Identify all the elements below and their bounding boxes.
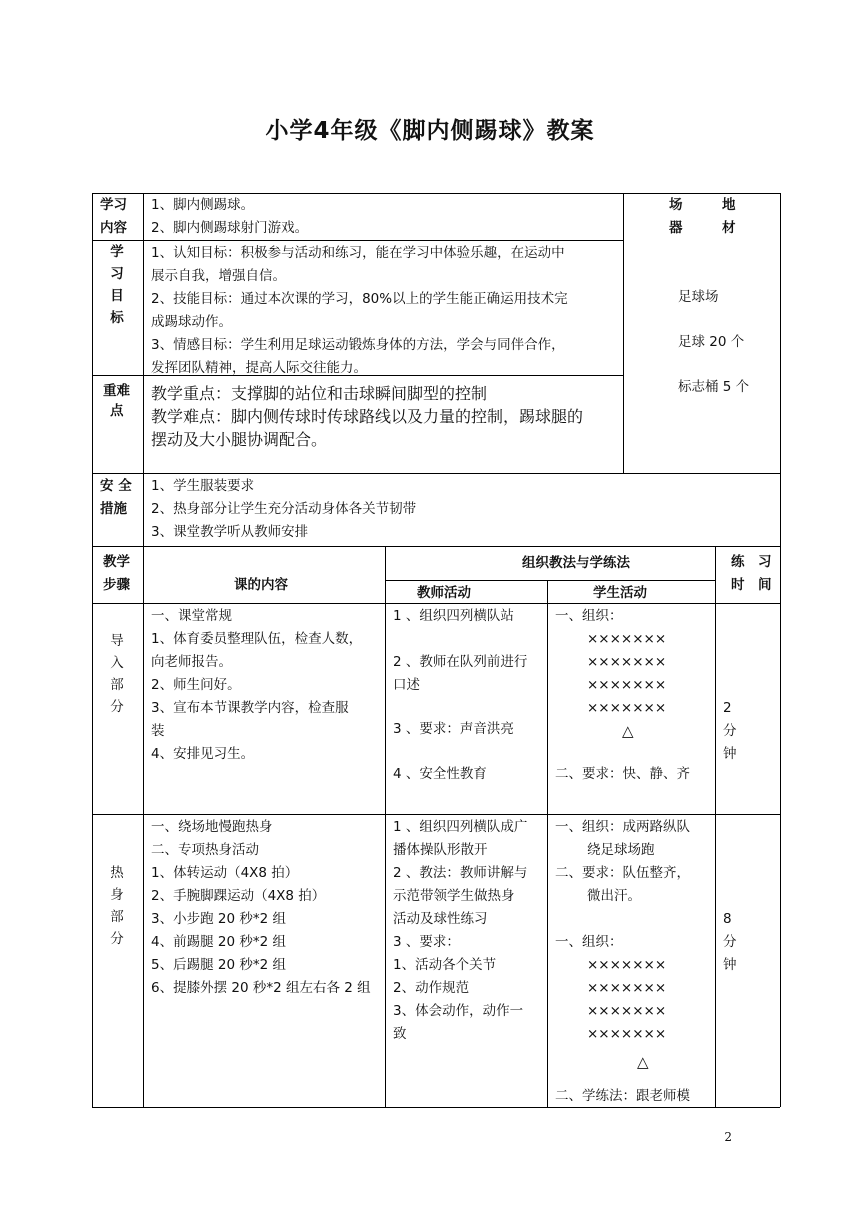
formation-row: ××××××× (587, 1003, 667, 1019)
formation-row: ××××××× (587, 980, 667, 996)
difficulty-line: 教学难点：脚内侧传球时传球路线以及力量的控制，踢球腿的 (151, 407, 584, 426)
learning-content-label-1: 学习 (100, 197, 127, 213)
safety-item: 1、学生服装要求 (151, 478, 255, 494)
warmup-time: 分 (723, 934, 737, 950)
warmup-content-line: 2、手腕脚踝运动（4X8 拍） (151, 888, 326, 904)
venue-item: 标志桶 5 个 (678, 379, 750, 395)
objective-line: 3、情感目标：学生利用足球运动锻炼身体的方法，学会与同伴合作， (151, 337, 565, 353)
teacher-position-triangle: △ (637, 1053, 649, 1071)
header-student: 学生活动 (593, 585, 647, 601)
intro-content-line: 一、课堂常规 (151, 608, 232, 624)
learning-content-item: 2、脚内侧踢球射门游戏。 (151, 220, 309, 236)
venue-item: 足球场 (678, 289, 719, 305)
difficulty-line: 摆动及大小腿协调配合。 (151, 430, 328, 449)
objective-line: 发挥团队精神，提高人际交往能力。 (151, 360, 367, 376)
warmup-teacher-line: 致 (393, 1026, 407, 1042)
warmup-student-line: 一、组织：成两路纵队 (555, 819, 690, 835)
safety-item: 2、热身部分让学生充分活动身体各关节韧带 (151, 501, 417, 517)
warmup-time: 钟 (723, 957, 737, 973)
objective-line: 成踢球动作。 (151, 314, 232, 330)
formation-row: ××××××× (587, 1026, 667, 1042)
warmup-student-line: 一、组织： (555, 934, 623, 950)
warmup-time: 8 (723, 911, 732, 927)
difficulty-label-1: 重难 (103, 383, 130, 399)
warmup-teacher-line: 活动及球性练习 (393, 911, 488, 927)
venue-item: 足球 20 个 (678, 334, 745, 350)
formation-row: ××××××× (587, 957, 667, 973)
objective-line: 1、认知目标：积极参与活动和练习，能在学习中体验乐趣，在运动中 (151, 245, 565, 261)
header-org: 组织教法与学练法 (522, 555, 630, 571)
warmup-teacher-line: 示范带领学生做热身 (393, 888, 515, 904)
warmup-teacher-line: 3、体会动作，动作一 (393, 1003, 524, 1019)
page-number: 2 (724, 1130, 732, 1144)
difficulty-label-2: 点 (110, 403, 124, 419)
warmup-content-line: 3、小步跑 20 秒*2 组 (151, 911, 286, 927)
header-content: 课的内容 (234, 577, 288, 593)
intro-content-line: 1、体育委员整理队伍，检查人数， (151, 631, 363, 647)
intro-content-line: 向老师报告。 (151, 654, 232, 670)
objective-line: 2、技能目标：通过本次课的学习，80%以上的学生能正确运用技术完 (151, 291, 568, 307)
warmup-content-line: 二、专项热身活动 (151, 842, 259, 858)
header-teacher: 教师活动 (417, 585, 471, 601)
warmup-content-line: 6、提膝外摆 20 秒*2 组左右各 2 组 (151, 980, 371, 996)
intro-teacher-line: 2 、教师在队列前进行 (393, 654, 528, 670)
intro-content-line: 4、安排见习生。 (151, 746, 255, 762)
intro-content-line: 3、宣布本节课教学内容，检查服 (151, 700, 349, 716)
warmup-teacher-line: 1 、组织四列横队成广 (393, 819, 528, 835)
safety-label-2: 措施 (100, 501, 127, 517)
warmup-content-line: 4、前踢腿 20 秒*2 组 (151, 934, 286, 950)
intro-teacher-line: 4 、安全性教育 (393, 766, 487, 782)
warmup-teacher-line: 2 、教法：教师讲解与 (393, 865, 528, 881)
warmup-teacher-line: 播体操队形散开 (393, 842, 488, 858)
warmup-student-line: 绕足球场跑 (587, 842, 655, 858)
safety-item: 3、课堂教学听从教师安排 (151, 524, 309, 540)
warmup-teacher-line: 2、动作规范 (393, 980, 470, 996)
formation-row: ××××××× (587, 700, 667, 716)
intro-teacher-line: 1 、组织四列横队站 (393, 608, 514, 624)
formation-row: ××××××× (587, 631, 667, 647)
warmup-student-line: 微出汗。 (587, 888, 641, 904)
learning-content-item: 1、脚内侧踢球。 (151, 197, 255, 213)
warmup-content-line: 一、绕场地慢跑热身 (151, 819, 273, 835)
warmup-content-line: 1、体转运动（4X8 拍） (151, 865, 299, 881)
objective-line: 展示自我，增强自信。 (151, 268, 286, 284)
formation-row: ××××××× (587, 677, 667, 693)
warmup-content-line: 5、后踢腿 20 秒*2 组 (151, 957, 286, 973)
page-title: 小学4年级《脚内侧踢球》教案 (265, 118, 595, 144)
safety-label-1: 安 全 (100, 478, 132, 494)
header-step-2: 步骤 (103, 577, 130, 593)
venue-label: 场 (669, 197, 683, 213)
intro-label: 导 入 部 分 (110, 633, 124, 715)
header-step-1: 教学 (103, 554, 130, 570)
intro-teacher-line: 3 、要求：声音洪亮 (393, 721, 514, 737)
teacher-position-triangle: △ (622, 722, 634, 740)
warmup-teacher-line: 1、活动各个关节 (393, 957, 497, 973)
intro-student-org: 一、组织： (555, 608, 623, 624)
difficulty-line: 教学重点：支撑脚的站位和击球瞬间脚型的控制 (151, 384, 488, 403)
intro-teacher-line: 口述 (393, 677, 420, 693)
venue-label: 地 (722, 197, 736, 213)
header-time-2: 时 间 (731, 577, 772, 593)
warmup-teacher-line: 3 、要求： (393, 934, 460, 950)
intro-content-line: 装 (151, 723, 165, 739)
warmup-student-line: 二、要求：队伍整齐， (555, 865, 690, 881)
warmup-label: 热 身 部 分 (110, 865, 124, 947)
formation-row: ××××××× (587, 654, 667, 670)
header-time-1: 练 习 (731, 554, 772, 570)
intro-time: 钟 (723, 746, 737, 762)
objectives-label: 学 习 目 标 (110, 244, 124, 326)
intro-time: 分 (723, 723, 737, 739)
intro-content-line: 2、师生问好。 (151, 677, 241, 693)
intro-student-requirement: 二、要求：快、静、齐 (555, 766, 690, 782)
equipment-label: 材 (722, 220, 736, 236)
intro-time: 2 (723, 700, 732, 716)
warmup-student-line: 二、学练法：跟老师模 (555, 1088, 690, 1104)
learning-content-label-2: 内容 (100, 220, 127, 236)
equipment-label: 器 (669, 220, 683, 236)
